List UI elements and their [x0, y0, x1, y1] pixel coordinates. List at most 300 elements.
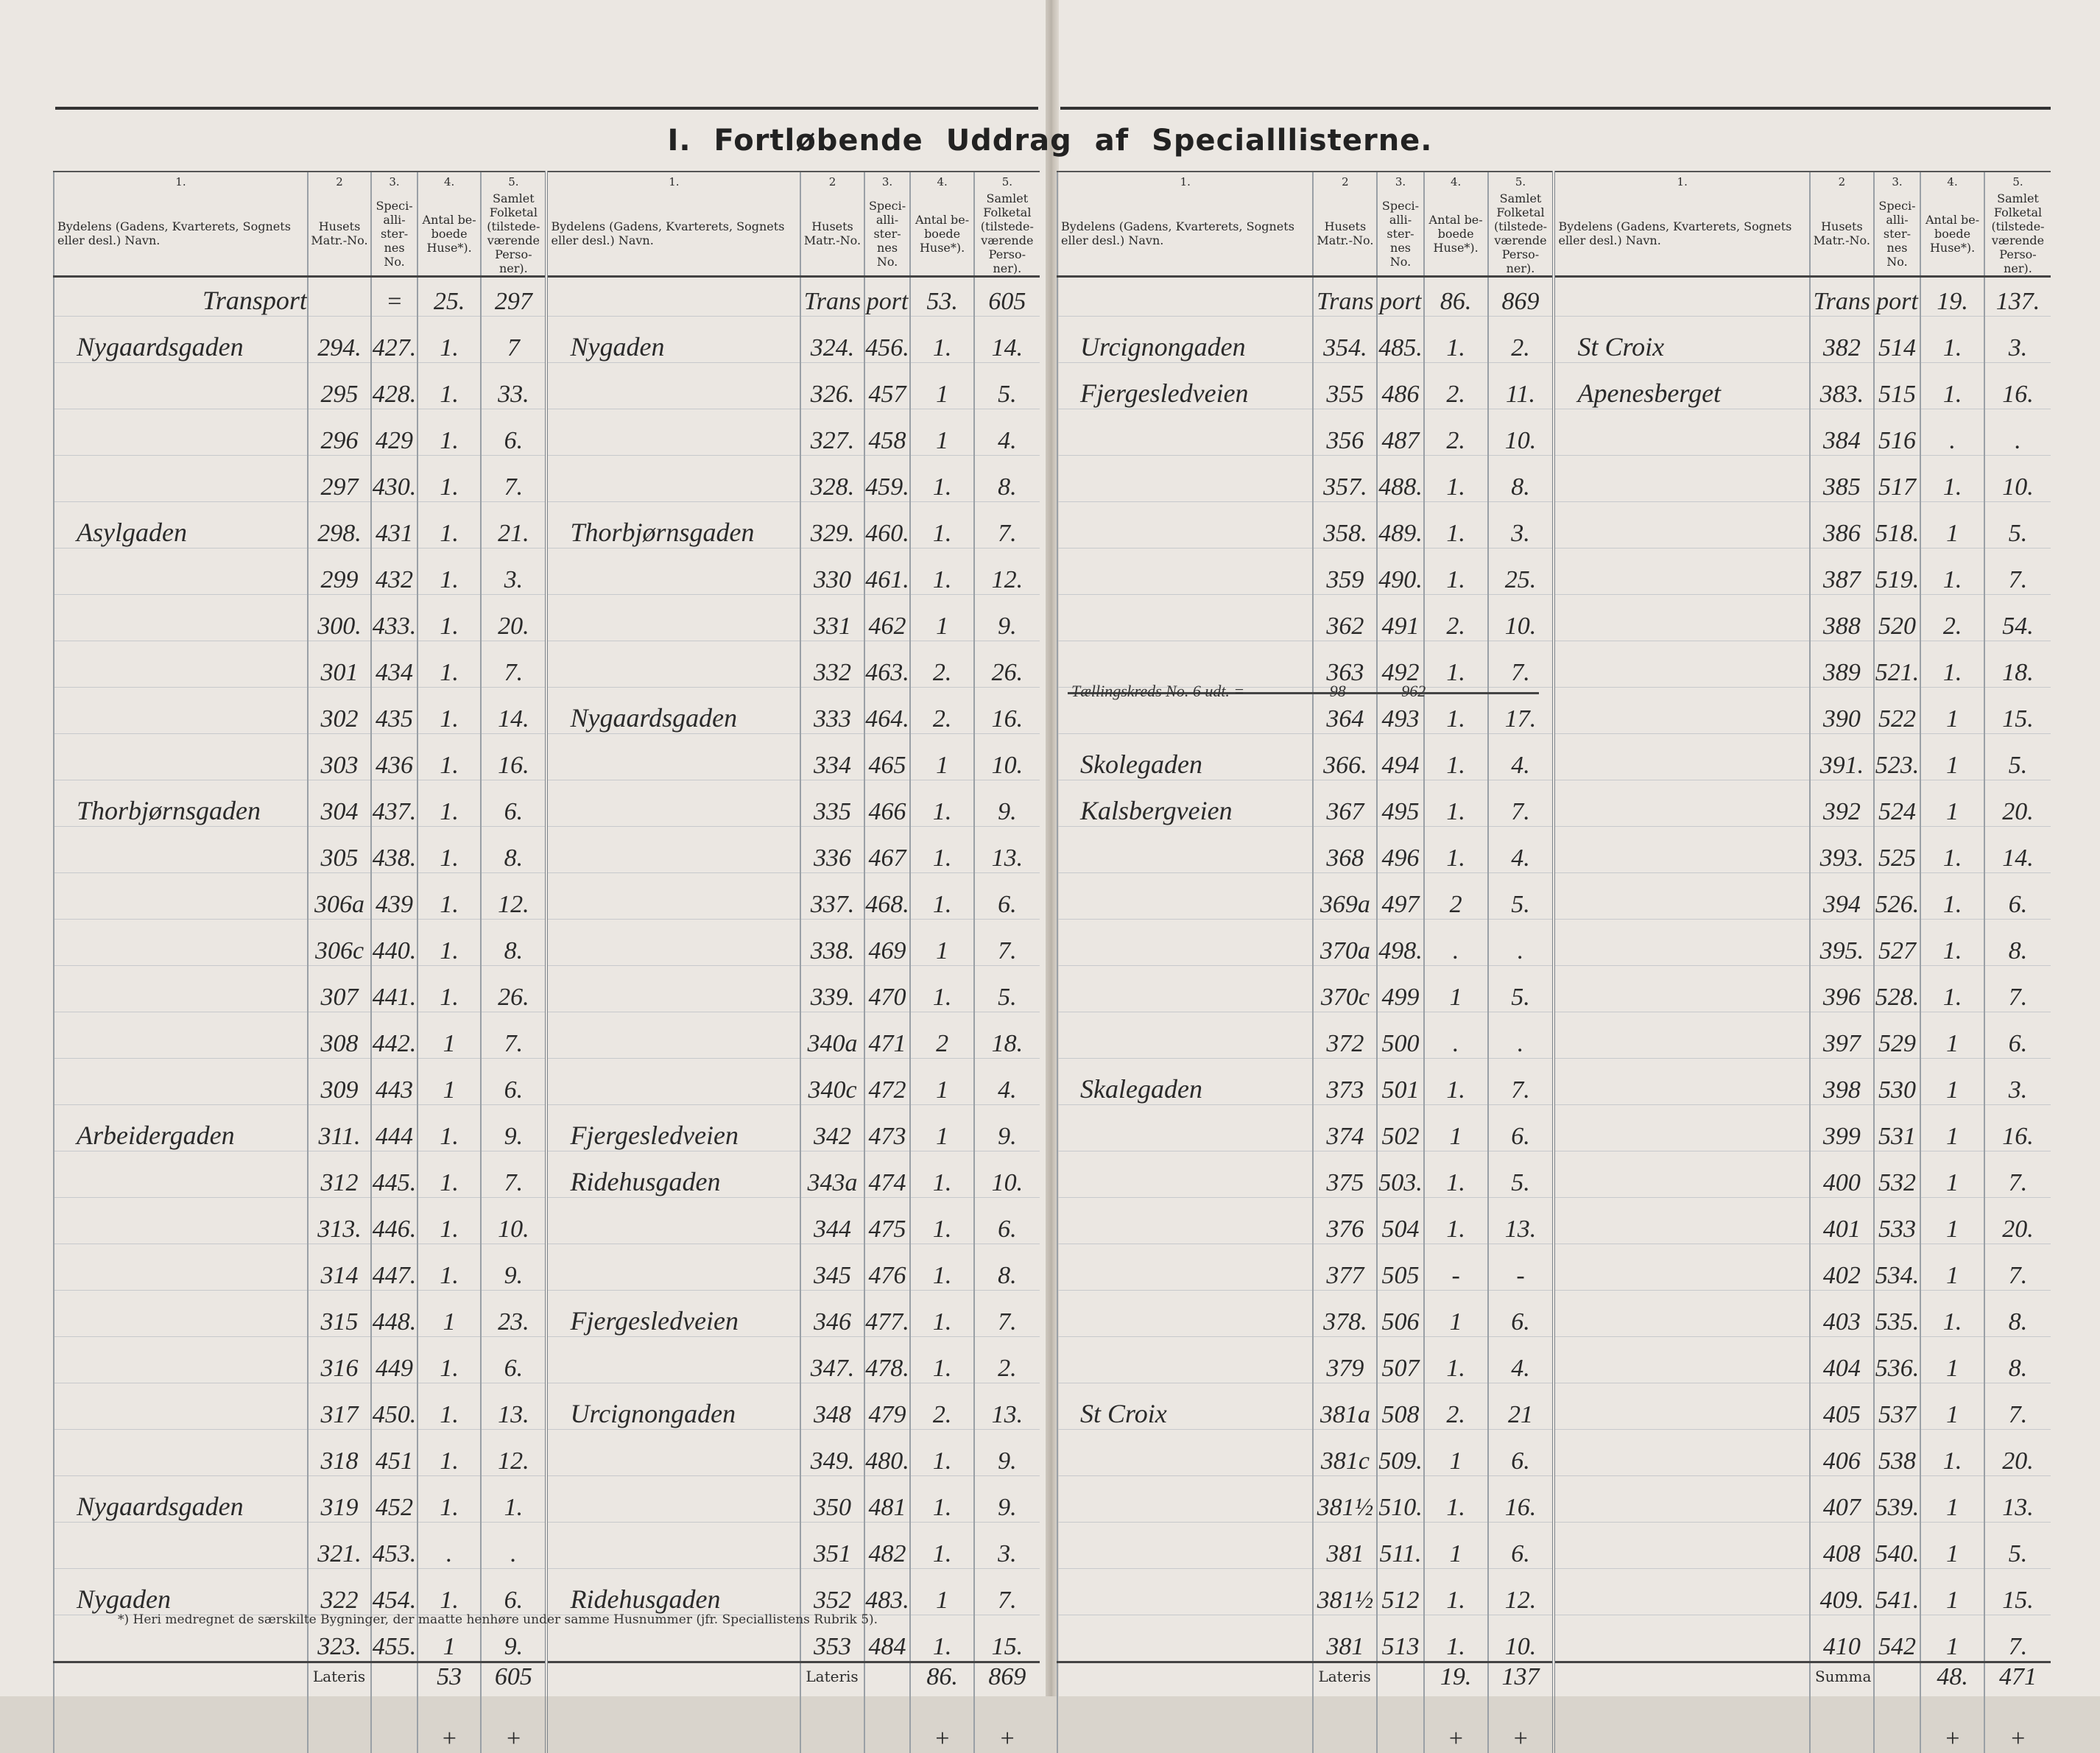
cell-spec: 467 [864, 827, 911, 873]
cell-name [1554, 1523, 1809, 1569]
transport-name [1554, 277, 1809, 317]
column-number: 2 [1810, 172, 1874, 191]
title-word-4: Specialllisterne. [1152, 124, 1433, 158]
table-row [54, 363, 1040, 409]
cell-name [1057, 1291, 1313, 1337]
top-rule-right [1060, 107, 2051, 110]
cell-name [1554, 1383, 1809, 1430]
cell-matr: 359 [1313, 549, 1377, 595]
cell-spec: 524 [1874, 780, 1920, 827]
cell-matr: 394 [1810, 873, 1874, 920]
table-row [54, 1337, 1040, 1383]
cell-antal: 1 [1424, 1105, 1488, 1151]
cell-samlet: 16. [1488, 1476, 1554, 1523]
cell-spec: 468. [864, 873, 911, 920]
cell-name [1554, 1244, 1809, 1291]
cell-matr: 312 [308, 1151, 371, 1198]
table-row [54, 827, 1040, 873]
check-mark: + [1920, 1709, 1984, 1753]
table-row [1057, 1337, 2051, 1383]
cell-samlet: 7. [1984, 1383, 2051, 1430]
cell-antal: 2 [910, 1012, 973, 1059]
cell-spec: 475 [864, 1198, 911, 1244]
cell-antal: 1 [1920, 1151, 1984, 1198]
column-number: 1. [546, 172, 800, 191]
cell-samlet: 5. [1488, 966, 1554, 1012]
cell-name [54, 966, 308, 1012]
transport-spec: port [1874, 277, 1920, 317]
cell-antal: 1. [1920, 873, 1984, 920]
cell-spec: 517 [1874, 456, 1920, 502]
cell-matr: 322 [308, 1569, 371, 1615]
column-header-name: Bydelens (Gadens, Kvarterets, Sognets eller desl.) Navn. [1057, 191, 1313, 277]
column-number: 1. [54, 172, 308, 191]
cell-antal: 1 [910, 1569, 973, 1615]
cell-name [1057, 1615, 1313, 1662]
cell-name [546, 363, 800, 409]
cell-samlet: 14. [974, 317, 1040, 363]
cell-spec: 541. [1874, 1569, 1920, 1615]
cell-antal: 1. [910, 549, 973, 595]
cell-name [1554, 456, 1809, 502]
cell-antal: 1. [417, 966, 481, 1012]
cell-antal: 1. [1424, 317, 1488, 363]
cell-spec: 495 [1377, 780, 1423, 827]
cell-matr: 331 [800, 595, 864, 641]
cell-samlet: 6. [1488, 1291, 1554, 1337]
column-header-matr: Husets Matr.-No. [800, 191, 864, 277]
cell-spec: 473 [864, 1105, 911, 1151]
total-spacer [1377, 1662, 1423, 1710]
cell-antal: . [417, 1523, 481, 1569]
cell-name [1057, 456, 1313, 502]
cell-spec: 539. [1874, 1476, 1920, 1523]
cell-antal: 1. [1424, 1615, 1488, 1662]
cell-spec: 447. [371, 1244, 417, 1291]
cell-antal: - [1424, 1244, 1488, 1291]
cell-spec: 458 [864, 409, 911, 456]
cell-matr: 348 [800, 1383, 864, 1430]
cell-spec: 508 [1377, 1383, 1423, 1430]
cell-name: Ridehusgaden [546, 1569, 800, 1615]
cell-matr: 407 [1810, 1476, 1874, 1523]
cell-samlet: 20. [1984, 1430, 2051, 1476]
transport-matr [308, 277, 371, 317]
cell-matr: 295 [308, 363, 371, 409]
cell-antal: 1. [910, 780, 973, 827]
column-number: 1. [1057, 172, 1313, 191]
table-row [1057, 1198, 2051, 1244]
table-row [1057, 1059, 2051, 1105]
cell-antal: 1 [1920, 502, 1984, 549]
cell-spec: 461. [864, 549, 911, 595]
table-row [1057, 966, 2051, 1012]
cell-matr: 406 [1810, 1430, 1874, 1476]
cell-matr: 345 [800, 1244, 864, 1291]
check-spacer [546, 1709, 800, 1753]
cell-spec: 478. [864, 1337, 911, 1383]
cell-antal: 1. [417, 363, 481, 409]
table-row [54, 1244, 1040, 1291]
cell-matr: 316 [308, 1337, 371, 1383]
cell-spec: 469 [864, 920, 911, 966]
cell-samlet: . [1488, 1012, 1554, 1059]
check-row [1057, 1709, 2051, 1753]
cell-samlet: 3. [1984, 1059, 2051, 1105]
cell-spec: 486 [1377, 363, 1423, 409]
cell-spec: 480. [864, 1430, 911, 1476]
cell-antal: 1. [910, 827, 973, 873]
cell-samlet: 3. [1984, 317, 2051, 363]
cell-matr: 396 [1810, 966, 1874, 1012]
cell-matr: 336 [800, 827, 864, 873]
cell-name: Fjergesledveien [546, 1291, 800, 1337]
cell-antal: 1. [1424, 1337, 1488, 1383]
cell-samlet: 15. [1984, 688, 2051, 734]
table-row [54, 966, 1040, 1012]
cell-name [546, 734, 800, 780]
cell-antal: 1. [417, 409, 481, 456]
cell-antal: 1 [910, 920, 973, 966]
cell-spec: 520 [1874, 595, 1920, 641]
table-row [1057, 1244, 2051, 1291]
cell-name [54, 1244, 308, 1291]
table-row [54, 1383, 1040, 1430]
cell-spec: 529 [1874, 1012, 1920, 1059]
cell-matr: 324. [800, 317, 864, 363]
cell-antal: 1. [1424, 1151, 1488, 1198]
total-samlet: 605 [481, 1662, 546, 1710]
cell-samlet: 16. [1984, 1105, 2051, 1151]
column-header-antal: Antal be-boede Huse*). [910, 191, 973, 277]
check-mark: + [1984, 1709, 2051, 1753]
table-row [54, 1476, 1040, 1523]
cell-spec: 536. [1874, 1337, 1920, 1383]
cell-samlet: 21. [481, 502, 546, 549]
cell-samlet: 11. [1488, 363, 1554, 409]
cell-name [1057, 1244, 1313, 1291]
cell-name: Nygaardsgaden [54, 1476, 308, 1523]
check-spacer [1057, 1709, 1313, 1753]
cell-matr: 399 [1810, 1105, 1874, 1151]
total-samlet: 471 [1984, 1662, 2051, 1710]
table-row [1057, 1151, 2051, 1198]
cell-matr: 346 [800, 1291, 864, 1337]
cell-antal: 1 [1424, 1523, 1488, 1569]
table-row [1057, 1476, 2051, 1523]
check-mark: + [1424, 1709, 1488, 1753]
cell-samlet: 4. [974, 409, 1040, 456]
cell-samlet: 6. [974, 873, 1040, 920]
cell-antal: 1. [417, 1569, 481, 1615]
cell-spec: 534. [1874, 1244, 1920, 1291]
cell-spec: 479 [864, 1383, 911, 1430]
transport-matr: Trans [1810, 277, 1874, 317]
table-row [54, 1569, 1040, 1615]
column-header-antal: Antal be-boede Huse*). [417, 191, 481, 277]
cell-samlet: 20. [481, 595, 546, 641]
cell-samlet: 6. [481, 409, 546, 456]
cell-spec: 535. [1874, 1291, 1920, 1337]
table-row [1057, 1430, 2051, 1476]
transport-antal: 86. [1424, 277, 1488, 317]
cell-spec: 527 [1874, 920, 1920, 966]
column-number: 2 [308, 172, 371, 191]
cell-antal: 1. [1424, 827, 1488, 873]
cell-name: Asylgaden [54, 502, 308, 549]
cell-antal: 1. [417, 1337, 481, 1383]
check-mark: + [417, 1709, 481, 1753]
table-row [1057, 827, 2051, 873]
cell-matr: 381c [1313, 1430, 1377, 1476]
page-title [0, 124, 2100, 158]
transport-spec: port [864, 277, 911, 317]
cell-spec: 490. [1377, 549, 1423, 595]
cell-name [1057, 1476, 1313, 1523]
cell-samlet: 6. [1488, 1430, 1554, 1476]
cell-samlet: 6. [481, 780, 546, 827]
cell-spec: 502 [1377, 1105, 1423, 1151]
cell-matr: 391. [1810, 734, 1874, 780]
table-row [1057, 1012, 2051, 1059]
cell-matr: 381a [1313, 1383, 1377, 1430]
table-row [1057, 920, 2051, 966]
cell-name: Skalegaden [1057, 1059, 1313, 1105]
cell-spec: 454. [371, 1569, 417, 1615]
cell-samlet: 2. [1488, 317, 1554, 363]
cell-spec: 493 [1377, 688, 1423, 734]
cell-spec: 460. [864, 502, 911, 549]
cell-samlet: 4. [1488, 1337, 1554, 1383]
cell-spec: 441. [371, 966, 417, 1012]
cell-matr: 342 [800, 1105, 864, 1151]
cell-spec: 444 [371, 1105, 417, 1151]
total-row [54, 1662, 1040, 1710]
table-row [54, 1523, 1040, 1569]
cell-matr: 298. [308, 502, 371, 549]
cell-samlet: 18. [974, 1012, 1040, 1059]
cell-spec: 451 [371, 1430, 417, 1476]
cell-samlet: 25. [1488, 549, 1554, 595]
cell-antal: 1 [1920, 1244, 1984, 1291]
table-row [54, 1198, 1040, 1244]
cell-name [54, 734, 308, 780]
cell-name [1554, 966, 1809, 1012]
cell-spec: 498. [1377, 920, 1423, 966]
cell-samlet: 10. [1488, 595, 1554, 641]
cell-name [546, 409, 800, 456]
cell-antal: 2. [1424, 409, 1488, 456]
cell-samlet: 15. [1984, 1569, 2051, 1615]
transport-name [546, 277, 800, 317]
cell-matr: 351 [800, 1523, 864, 1569]
transport-name: Transport [54, 277, 308, 317]
cell-antal: 1 [910, 1059, 973, 1105]
cell-antal: 1. [910, 873, 973, 920]
cell-antal: 1. [1920, 1430, 1984, 1476]
total-antal: 19. [1424, 1662, 1488, 1710]
column-header-antal: Antal be-boede Huse*). [1424, 191, 1488, 277]
cell-matr: 314 [308, 1244, 371, 1291]
cell-spec: 464. [864, 688, 911, 734]
cell-matr: 297 [308, 456, 371, 502]
cell-name [546, 595, 800, 641]
footnote: *) Heri medregnet de særskilte Bygninger, der maatte henhøre under samme Husnummer (jfr. Speciallistens Rubrik 5). [118, 1612, 878, 1627]
cell-spec: 507 [1377, 1337, 1423, 1383]
cell-name: Nygaden [546, 317, 800, 363]
table-row [54, 780, 1040, 827]
cell-antal: 2. [910, 1383, 973, 1430]
cell-antal: 1. [417, 456, 481, 502]
cell-antal: 1 [1920, 1012, 1984, 1059]
cell-antal: 1. [910, 1430, 973, 1476]
column-header-matr: Husets Matr.-No. [308, 191, 371, 277]
total-samlet: 869 [974, 1662, 1040, 1710]
cell-spec: 499 [1377, 966, 1423, 1012]
cell-samlet: 54. [1984, 595, 2051, 641]
cell-matr: 387 [1810, 549, 1874, 595]
cell-samlet: 20. [1984, 1198, 2051, 1244]
column-number-row [54, 172, 1040, 191]
cell-samlet: 7. [481, 456, 546, 502]
transport-samlet: 297 [481, 277, 546, 317]
cell-antal: 1. [910, 1523, 973, 1569]
cell-spec: 433. [371, 595, 417, 641]
cell-samlet: 3. [974, 1523, 1040, 1569]
cell-matr: 315 [308, 1291, 371, 1337]
check-mark: + [910, 1709, 973, 1753]
cell-antal: . [1920, 409, 1984, 456]
cell-matr: 372 [1313, 1012, 1377, 1059]
cell-antal: 1. [910, 1244, 973, 1291]
total-samlet: 137 [1488, 1662, 1554, 1710]
cell-samlet: 5. [974, 363, 1040, 409]
cell-matr: 362 [1313, 595, 1377, 641]
cell-name [1057, 1430, 1313, 1476]
cell-antal: 1. [1920, 1291, 1984, 1337]
column-header-matr: Husets Matr.-No. [1313, 191, 1377, 277]
transport-spec: = [371, 277, 417, 317]
cell-samlet: 8. [1984, 920, 2051, 966]
cell-matr: 337. [800, 873, 864, 920]
cell-matr: 401 [1810, 1198, 1874, 1244]
cell-spec: 505 [1377, 1244, 1423, 1291]
check-spacer [308, 1709, 371, 1753]
cell-matr: 301 [308, 641, 371, 688]
transport-antal: 25. [417, 277, 481, 317]
cell-name [1554, 873, 1809, 920]
cell-spec: 429 [371, 409, 417, 456]
cell-samlet: 6. [1984, 873, 2051, 920]
cell-name [54, 1291, 308, 1337]
cell-name [1057, 827, 1313, 873]
cell-name [54, 827, 308, 873]
total-spacer [1874, 1662, 1920, 1710]
cell-samlet: 7. [1488, 641, 1554, 688]
total-label: Lateris [308, 1662, 371, 1710]
column-number: 5. [1488, 172, 1554, 191]
cell-samlet: 13. [974, 827, 1040, 873]
transport-matr: Trans [1313, 277, 1377, 317]
cell-matr: 366. [1313, 734, 1377, 780]
cell-antal: 1. [417, 641, 481, 688]
table-row [54, 734, 1040, 780]
cell-samlet: 10. [974, 1151, 1040, 1198]
cell-samlet: 7. [1984, 1151, 2051, 1198]
cell-antal: 1 [417, 1012, 481, 1059]
cell-spec: 485. [1377, 317, 1423, 363]
cell-matr: 381½ [1313, 1476, 1377, 1523]
cell-name: St Croix [1057, 1383, 1313, 1430]
table-row [54, 1430, 1040, 1476]
cell-samlet: 9. [974, 1105, 1040, 1151]
cell-samlet: 9. [481, 1615, 546, 1662]
cell-matr: 408 [1810, 1523, 1874, 1569]
cell-spec: 521. [1874, 641, 1920, 688]
cell-spec: 518. [1874, 502, 1920, 549]
cell-samlet: 17. [1488, 688, 1554, 734]
total-label: Summa [1810, 1662, 1874, 1710]
cell-spec: 466 [864, 780, 911, 827]
cell-samlet: 7. [1488, 1059, 1554, 1105]
cell-samlet: 10. [1488, 409, 1554, 456]
cell-samlet: 12. [481, 873, 546, 920]
cell-matr: 404 [1810, 1337, 1874, 1383]
cell-matr: 306a [308, 873, 371, 920]
total-spacer [1057, 1662, 1313, 1710]
table-row [54, 1059, 1040, 1105]
cell-spec: 501 [1377, 1059, 1423, 1105]
total-antal: 86. [910, 1662, 973, 1710]
cell-antal: 1. [417, 595, 481, 641]
cell-spec: 483. [864, 1569, 911, 1615]
cell-antal: 1 [1424, 966, 1488, 1012]
top-rule-left [55, 107, 1038, 110]
cell-spec: 448. [371, 1291, 417, 1337]
cell-matr: 353 [800, 1615, 864, 1662]
cell-samlet: 16. [1984, 363, 2051, 409]
cell-antal: 1. [910, 456, 973, 502]
cell-name [54, 1198, 308, 1244]
cell-matr: 379 [1313, 1337, 1377, 1383]
cell-antal: 1. [1424, 688, 1488, 734]
cell-name [1554, 595, 1809, 641]
cell-samlet: 7. [481, 1151, 546, 1198]
table-row [1057, 873, 2051, 920]
cell-spec: 503. [1377, 1151, 1423, 1198]
cell-spec: 516 [1874, 409, 1920, 456]
table-row [1057, 456, 2051, 502]
cell-antal: 1. [910, 1198, 973, 1244]
census-table-left [53, 171, 1040, 1753]
total-spacer [54, 1662, 308, 1710]
cell-antal: 1. [1424, 549, 1488, 595]
total-spacer [1554, 1662, 1809, 1710]
cell-spec: 542 [1874, 1615, 1920, 1662]
cell-spec: 491 [1377, 595, 1423, 641]
cell-samlet: 6. [481, 1569, 546, 1615]
cell-antal: 1. [910, 1151, 973, 1198]
total-spacer [864, 1662, 911, 1710]
cell-name [54, 1151, 308, 1198]
cell-antal: 1. [910, 502, 973, 549]
cell-matr: 376 [1313, 1198, 1377, 1244]
cell-samlet: 9. [974, 1476, 1040, 1523]
column-header-spec: Speci-alli-ster-nes No. [864, 191, 911, 277]
cell-matr: 388 [1810, 595, 1874, 641]
cell-spec: 450. [371, 1383, 417, 1430]
cell-name: Nygaden [54, 1569, 308, 1615]
